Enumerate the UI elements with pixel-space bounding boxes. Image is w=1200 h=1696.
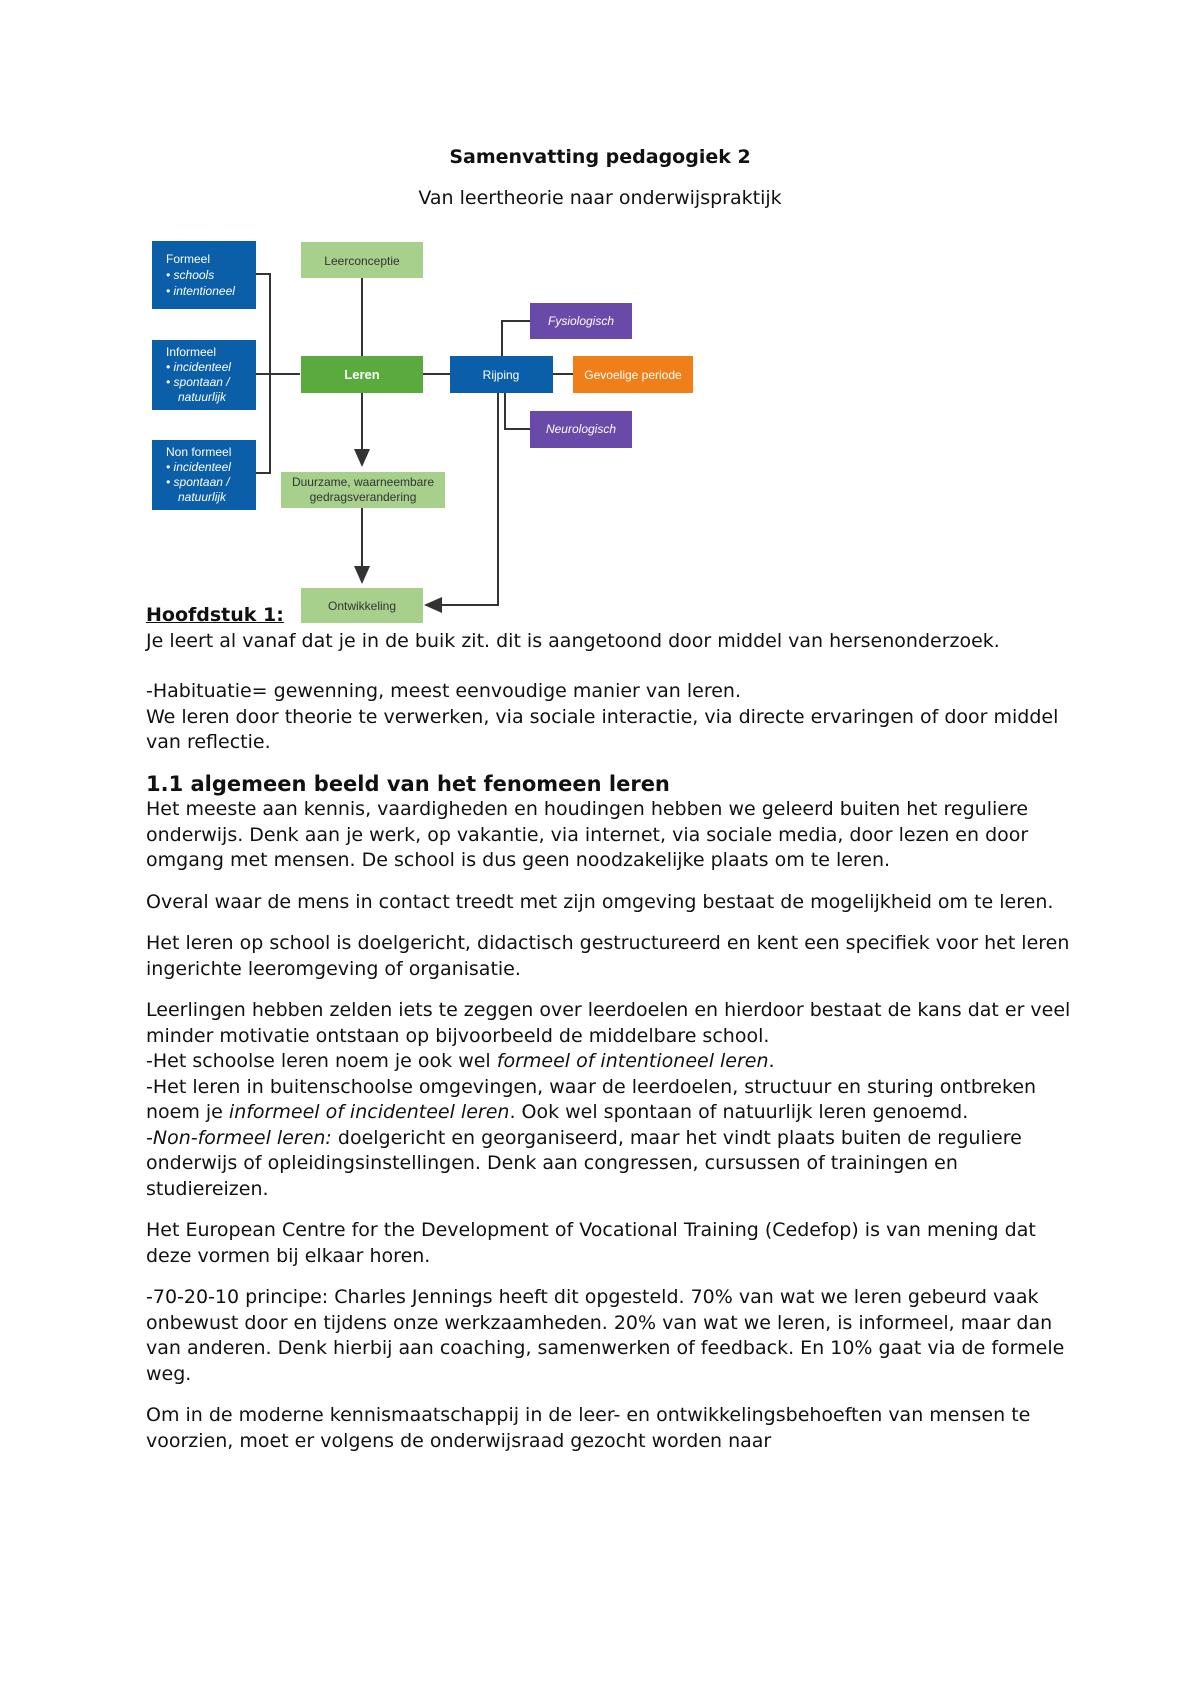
box-formeel-item: • schools bbox=[166, 268, 215, 282]
paragraph: Leerlingen hebben zelden iets te zeggen over leerdoelen en hierdoor bestaat de kans dat er veel minder motivatie ontstaan op bijvoorbeeld de middelbare school. bbox=[146, 999, 1071, 1047]
box-leerconceptie bbox=[301, 242, 423, 278]
paragraph: We leren door theorie te verwerken, via sociale interactie, via directe ervaringen of door middel van reflectie. bbox=[146, 705, 1059, 753]
document-subtitle: Van leertheorie naar onderwijspraktijk bbox=[418, 187, 782, 209]
svg-text:Leerconceptie: Leerconceptie bbox=[324, 254, 400, 268]
box-duurzame bbox=[281, 472, 445, 508]
svg-text:Fysiologisch: Fysiologisch bbox=[547, 314, 615, 328]
box-leren bbox=[301, 356, 423, 393]
box-gevoelige-periode bbox=[573, 356, 693, 393]
paragraph: Je leert al vanaf dat je in de buik zit. dit is aangetoond door middel van hersenonderzoek. bbox=[146, 629, 1000, 652]
box-informeel-title: Informeel bbox=[166, 345, 217, 359]
paragraph: Het leren op school is doelgericht, didactisch gestructureerd en kent een specifiek voor het leren ingerichte leeromgeving of organisatie. bbox=[146, 932, 1070, 980]
document-title: Samenvatting pedagogiek 2 bbox=[449, 146, 751, 168]
learning-diagram bbox=[0, 0, 1200, 640]
box-nonformeel-title: Non formeel bbox=[166, 445, 232, 459]
box-neurologisch bbox=[530, 411, 632, 448]
box-formeel-title: Formeel bbox=[166, 252, 211, 266]
svg-text:Rijping: Rijping bbox=[482, 368, 520, 382]
paragraph: -Non-formeel leren: doelgericht en georganiseerd, maar het vindt plaats buiten de reguliere onderwijs of opleidingsinstellingen. Denk aan congressen, cursussen of trainingen en studiereizen. bbox=[146, 1126, 1022, 1200]
svg-text:Duurzame, waarneembare: Duurzame, waarneembare bbox=[291, 475, 435, 489]
box-informeel-item: natuurlijk bbox=[178, 390, 227, 404]
svg-text:Leren: Leren bbox=[344, 367, 380, 382]
box-fysiologisch bbox=[530, 303, 632, 339]
paragraph: -Het schoolse leren noem je ook wel formeel of intentioneel leren. bbox=[146, 1050, 775, 1072]
connector-rijping-neurologisch bbox=[505, 393, 530, 429]
section-heading: 1.1 algemeen beeld van het fenomeen leren bbox=[146, 771, 670, 796]
box-nonformeel bbox=[152, 440, 256, 510]
paragraph: Het meeste aan kennis, vaardigheden en houdingen hebben we geleerd buiten het reguliere onderwijs. Denk aan je werk, op vakantie, via internet, via sociale media, door lezen en door omgang met mensen. De school is dus geen noodzakelijke plaats om te leren. bbox=[146, 798, 1029, 871]
paragraph: Het European Centre for the Development of Vocational Training (Cedefop) is van mening dat deze vormen bij elkaar horen. bbox=[146, 1219, 1036, 1267]
paragraph: -70-20-10 principe: Charles Jennings heeft dit opgesteld. 70% van wat we leren gebeurd vaak onbewust door en tijdens onze werkzaamheden. 20% van wat we leren, is informeel, maar dan van anderen. Denk hierbij aan coaching, samenwerken of feedback. En 10% gaat via de formele weg. bbox=[146, 1286, 1065, 1385]
connector-rijping-fysiologisch bbox=[502, 321, 530, 356]
box-rijping bbox=[450, 356, 553, 393]
box-nonformeel-item: • spontaan / bbox=[166, 475, 230, 489]
diagram-connectors bbox=[256, 274, 573, 605]
paragraph: Overal waar de mens in contact treedt met zijn omgeving bestaat de mogelijkheid om te leren. bbox=[146, 890, 1054, 913]
box-nonformeel-item: natuurlijk bbox=[178, 490, 227, 504]
paragraph: -Het leren in buitenschoolse omgevingen, waar de leerdoelen, structuur en sturing ontbreken noem je informeel of incidenteel leren. Ook wel spontaan of natuurlijk leren genoemd. bbox=[146, 1075, 1037, 1123]
paragraph: -Habituatie= gewenning, meest eenvoudige manier van leren. bbox=[146, 680, 742, 702]
svg-text:Ontwikkeling: Ontwikkeling bbox=[327, 599, 397, 613]
box-informeel-item: • spontaan / bbox=[166, 375, 230, 389]
box-informeel bbox=[152, 340, 256, 410]
box-nonformeel-item: • incidenteel bbox=[166, 460, 231, 474]
box-informeel-item: • incidenteel bbox=[166, 360, 231, 374]
box-formeel-item: • intentioneel bbox=[166, 284, 235, 298]
document-body bbox=[146, 603, 1076, 1454]
svg-text:gedragsverandering: gedragsverandering bbox=[309, 490, 417, 504]
paragraph: Om in de moderne kennismaatschappij in de leer- en ontwikkelingsbehoeften van mensen te voorzien, moet er volgens de onderwijsraad gezocht worden naar bbox=[146, 1404, 1031, 1452]
box-formeel bbox=[152, 241, 256, 309]
svg-text:Neurologisch: Neurologisch bbox=[545, 422, 617, 436]
svg-text:Gevoelige periode: Gevoelige periode bbox=[584, 368, 682, 382]
chapter-heading: Hoofdstuk 1: bbox=[146, 604, 284, 626]
